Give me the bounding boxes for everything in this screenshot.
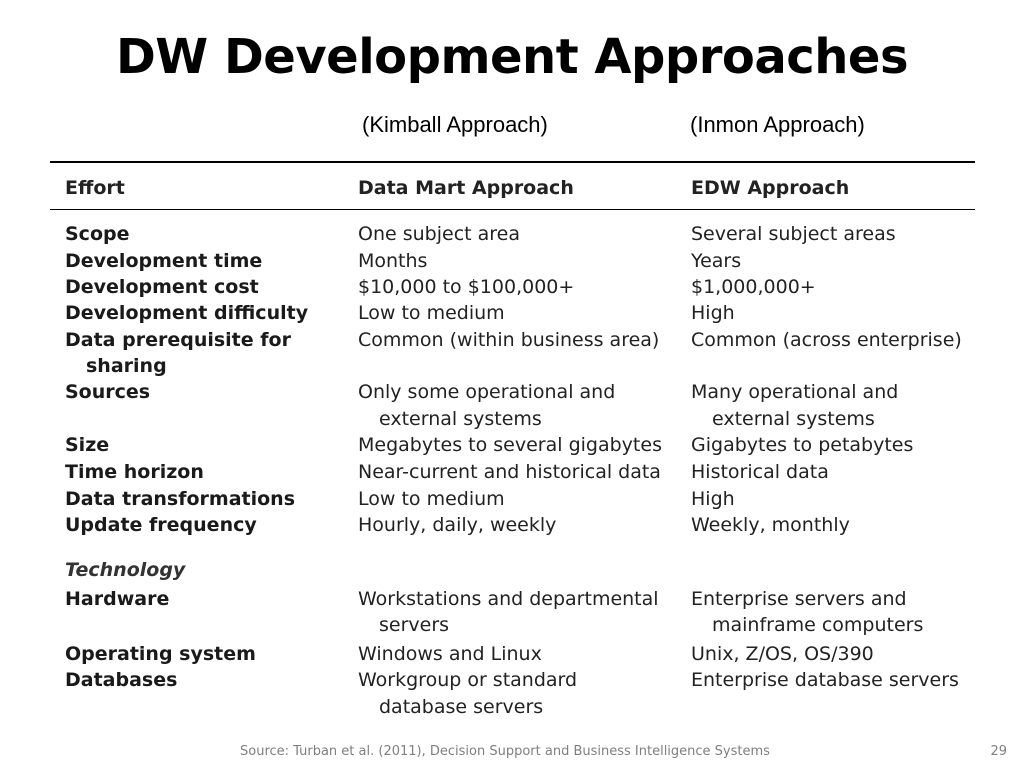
row-label-size: Size xyxy=(65,434,110,456)
cell-edw: Enterprise database servers xyxy=(691,669,959,691)
header-edw: EDW Approach xyxy=(691,177,850,199)
cell-data-mart: Only some operational and xyxy=(358,381,616,403)
cell-edw: Several subject areas xyxy=(691,223,896,245)
row-label-data-transformations: Data transformations xyxy=(65,488,296,510)
cell-edw: High xyxy=(691,302,735,324)
cell-edw-cont: mainframe computers xyxy=(712,614,924,636)
source-citation: Source: Turban et al. (2011), Decision Support and Business Intelligence Systems xyxy=(240,744,770,759)
row-label-time-horizon: Time horizon xyxy=(65,461,204,483)
cell-data-mart: Months xyxy=(358,250,428,272)
cell-edw: Unix, Z/OS, OS/390 xyxy=(691,643,874,665)
cell-data-mart-cont: external systems xyxy=(379,408,542,430)
row-label-scope: Scope xyxy=(65,223,130,245)
cell-data-mart: Workgroup or standard xyxy=(358,669,578,691)
section-label-technology: Technology xyxy=(65,559,186,581)
table-header-rule xyxy=(50,209,975,210)
kimball-approach-label: (Kimball Approach) xyxy=(362,112,548,137)
cell-edw: Weekly, monthly xyxy=(691,514,850,536)
row-label-development-time: Development time xyxy=(65,250,263,272)
cell-data-mart: Low to medium xyxy=(358,302,505,324)
cell-edw: Common (across enterprise) xyxy=(691,329,962,351)
cell-edw: Many operational and xyxy=(691,381,899,403)
cell-edw: Historical data xyxy=(691,461,829,483)
cell-data-mart-cont: servers xyxy=(379,614,450,636)
cell-edw: Enterprise servers and xyxy=(691,588,907,610)
cell-data-mart: Workstations and departmental xyxy=(358,588,659,610)
cell-data-mart: Common (within business area) xyxy=(358,329,660,351)
page-number: 29 xyxy=(990,744,1007,759)
cell-data-mart-cont: database servers xyxy=(379,696,544,718)
row-label-data-prerequisite-cont: sharing xyxy=(86,355,167,377)
cell-edw-cont: external systems xyxy=(712,408,875,430)
row-label-sources: Sources xyxy=(65,381,151,403)
table-top-rule xyxy=(50,161,975,163)
row-label-development-cost: Development cost xyxy=(65,276,259,298)
row-label-hardware: Hardware xyxy=(65,588,170,610)
cell-data-mart: Windows and Linux xyxy=(358,643,542,665)
inmon-approach-label: (Inmon Approach) xyxy=(690,112,865,137)
slide-title: DW Development Approaches xyxy=(115,29,909,85)
cell-data-mart: Near-current and historical data xyxy=(358,461,661,483)
cell-data-mart: Megabytes to several gigabytes xyxy=(358,434,662,456)
header-effort: Effort xyxy=(65,177,125,199)
row-label-update-frequency: Update frequency xyxy=(65,514,257,536)
row-label-data-prerequisite: Data prerequisite for xyxy=(65,329,291,351)
row-label-operating-system: Operating system xyxy=(65,643,256,665)
cell-edw: Gigabytes to petabytes xyxy=(691,434,914,456)
cell-edw: High xyxy=(691,488,735,510)
cell-data-mart: Low to medium xyxy=(358,488,505,510)
header-data-mart: Data Mart Approach xyxy=(358,177,574,199)
row-label-development-difficulty: Development difficulty xyxy=(65,302,309,324)
cell-data-mart: Hourly, daily, weekly xyxy=(358,514,557,536)
cell-data-mart: One subject area xyxy=(358,223,521,245)
cell-edw: $1,000,000+ xyxy=(691,276,816,298)
row-label-databases: Databases xyxy=(65,669,178,691)
cell-data-mart: $10,000 to $100,000+ xyxy=(358,276,575,298)
cell-edw: Years xyxy=(691,250,742,272)
